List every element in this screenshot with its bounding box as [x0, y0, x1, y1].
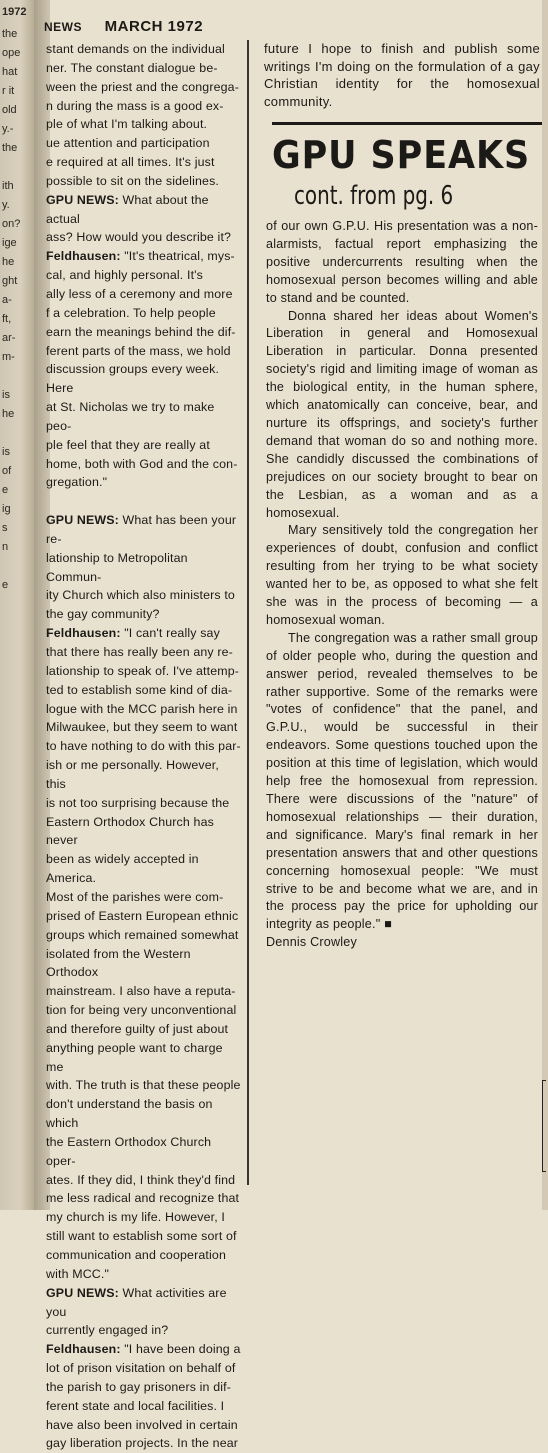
byline: Dennis Crowley [266, 935, 357, 950]
right-edge [542, 0, 548, 1210]
line-text: at St. Nicholas we try to make peo- [46, 400, 215, 433]
line-text: is not too surprising because the [46, 795, 230, 810]
right-intro-block [264, 40, 540, 110]
line-text: Milwaukee, but they seem to want [46, 720, 238, 735]
interview-line [46, 982, 242, 1001]
article-headline-block [272, 122, 544, 211]
line-text: isolated from the Western Orthodox [46, 946, 191, 980]
binding-fragment: e [2, 484, 9, 496]
interview-line [46, 1246, 242, 1265]
interview-line [46, 40, 242, 59]
header-fragment: 1972 [2, 6, 27, 18]
interview-line [46, 643, 242, 662]
line-text: gregation." [46, 475, 108, 490]
line-text: been as widely accepted in America. [46, 852, 199, 886]
line-text: currently engaged in? [46, 1323, 169, 1338]
line-text: mainstream. I also have a reputa- [46, 984, 236, 999]
line-text: ple of what I'm talking about. [46, 117, 208, 132]
binding-fragment: he [2, 408, 15, 420]
interview-line [46, 700, 242, 719]
line-text: Eastern Orthodox Church has never [46, 814, 214, 848]
interview-line [46, 756, 242, 794]
speaker-label: Feldhausen: [46, 1342, 121, 1357]
line-text: ish or me personally. However, this [46, 758, 219, 791]
line-text: n during the mass is a good ex- [46, 98, 224, 113]
interview-line [46, 850, 242, 888]
line-text: lationship to Metropolitan Commun- [46, 550, 188, 584]
line-text: ferent state and local facilities. I [46, 1398, 225, 1413]
line-text: discussion groups every week. Here [46, 362, 220, 396]
intro-paragraph: future I hope to finish and publish some writings I'm doing on the formulation of a gay Christian identity for the homosexual community. [264, 41, 540, 109]
interview-line [46, 926, 242, 945]
interview-line [46, 586, 242, 605]
article-paragraph: Mary sensitively told the congregation her experiences of doubt, confusion and conflict resulting from her trying to be what society wanted her to be, as opposed to what she felt she was in the process of becoming — a homosexual woman. [266, 523, 538, 627]
binding-fragment: a- [2, 294, 12, 306]
interview-line [46, 624, 242, 643]
binding-fragment: hat [2, 66, 18, 78]
line-text: to have nothing to do with this par- [46, 739, 241, 754]
line-text: f a celebration. To help people [46, 305, 216, 320]
interview-line [46, 342, 242, 361]
interview-line [46, 1227, 242, 1246]
article-body [266, 218, 538, 952]
line-text: logue with the MCC parish here in [46, 701, 238, 716]
interview-line [46, 1189, 242, 1208]
line-text: "I can't really say [120, 626, 220, 641]
interview-line [46, 1001, 242, 1020]
interview-line [46, 1378, 242, 1397]
binding-fragment: on? [2, 218, 21, 230]
interview-line [46, 1434, 242, 1453]
interview-line [46, 1020, 242, 1039]
interview-line [46, 605, 242, 624]
headline: GPU SPEAKS [272, 133, 531, 177]
interview-line [46, 907, 242, 926]
interview-line [46, 304, 242, 323]
binding-fragment: s [2, 522, 8, 534]
speaker-label: GPU NEWS: [46, 192, 119, 207]
line-text: me less radical and recognize that [46, 1191, 240, 1206]
binding-fragment: ope [2, 47, 21, 59]
line-text: gay liberation projects. In the near [46, 1436, 239, 1451]
line-text: home, both with God and the con- [46, 456, 238, 471]
line-text: What activities are you [46, 1285, 227, 1319]
article-paragraph: of our own G.P.U. His presentation was a non-alarmists, factual report emphasizing the positive undercurrents resulting when the homosexual person becomes willing and able to stand and be counted. [266, 219, 538, 305]
line-text: earn the meanings behind the dif- [46, 324, 236, 339]
interview-line [46, 813, 242, 851]
interview-line [46, 1208, 242, 1227]
line-text: lot of prison visitation on behalf of [46, 1361, 236, 1376]
line-text: ted to establish some kind of dia- [46, 682, 233, 697]
interview-line [46, 153, 242, 172]
line-text: with MCC." [46, 1266, 110, 1281]
interview-line [46, 1095, 242, 1133]
edge-bracket [542, 1080, 546, 1172]
interview-line [46, 718, 242, 737]
line-text: have also been involved in certain [46, 1417, 238, 1432]
binding-fragment: is [2, 446, 10, 458]
binding-fragment: y.- [2, 123, 14, 135]
interview-line [46, 1133, 242, 1171]
line-text: possible to sit on the sidelines. [46, 173, 220, 188]
line-text: Most of the parishes were com- [46, 889, 224, 904]
interview-line [46, 59, 242, 78]
interview-line [46, 228, 242, 247]
publication-name: NEWS [44, 20, 82, 34]
binding-fragment: m- [2, 351, 15, 363]
line-text: don't understand the basis on which [46, 1097, 213, 1131]
interview-line [46, 1359, 242, 1378]
line-text: the gay community? [46, 607, 160, 622]
binding-fragment: he [2, 256, 15, 268]
line-text: groups which remained somewhat [46, 927, 239, 942]
article-paragraph: The congregation was a rather small group of older people who, during the question and answer period, revealed themselves to be rather supportive. Some of the remarks were "votes of confidence" that the panel, and G.P.U., would be successful in their endeavors. Some questions touched upon the position at this time of legislation, which would help free the homosexual from repression. There were discussions of the "nature" of homosexual relationships — their duration, and significance. Mary's final remark in her presentation answers that and other questions concerning homosexual people: "We must strive to be and become what we are, and in the process pay the price for upholding our integrity as people." ■ [266, 630, 538, 932]
line-text: ass? How would you describe it? [46, 230, 232, 245]
interview-line [46, 115, 242, 134]
line-text: ally less of a ceremony and more [46, 286, 233, 301]
interview-line [46, 78, 242, 97]
line-text: that there has really been any re- [46, 645, 233, 659]
line-text: communication and cooperation [46, 1248, 226, 1262]
interview-line [46, 1265, 242, 1284]
binding-fragment: ft, [2, 313, 12, 325]
line-text: with. The truth is that these people [46, 1078, 241, 1093]
binding-fragment: n [2, 541, 9, 553]
interview-line [46, 945, 242, 983]
interview-line [46, 492, 242, 511]
interview-line [46, 134, 242, 153]
line-text: ity Church which also ministers to [46, 588, 235, 603]
binding-fragment: ght [2, 275, 18, 287]
binding-fragment: r it [2, 85, 15, 97]
line-text: lationship to speak of. I've attemp- [46, 663, 240, 678]
line-text: What about the actual [46, 192, 209, 226]
interview-line [46, 549, 242, 587]
line-text: the Eastern Orthodox Church oper- [46, 1134, 212, 1168]
line-text: What has been your re- [46, 513, 237, 546]
interview-line [46, 455, 242, 474]
line-text: ner. The constant dialogue be- [46, 60, 218, 75]
line-text: ates. If they did, I think they'd find [46, 1172, 236, 1187]
interview-line [46, 436, 242, 455]
column-divider [247, 40, 249, 1185]
interview-column [46, 40, 242, 1453]
speaker-label: GPU NEWS: [46, 1285, 119, 1300]
interview-line [46, 266, 242, 285]
line-text: ween the priest and the congrega- [46, 79, 239, 94]
line-text: "It's theatrical, mys- [120, 249, 235, 264]
interview-line [46, 1076, 242, 1095]
interview-line [46, 888, 242, 907]
line-text: tion for being very unconventional [46, 1003, 237, 1018]
binding-fragment: is [2, 389, 10, 401]
line-text: anything people want to charge me [46, 1040, 223, 1074]
article-paragraph: Donna shared her ideas about Women's Liberation in general and Homosexual Liberation in particular. Donna presented society's rigid and limiting image of woman as the biological entity, in the human sphere, which anatomically can conceive, bear, and nurture its offsprings, and society's further demand that woman do so and nothing more. She candidly discussed the combinations of prejudices on our society brought to bear on the Lesbian, as a woman and as a homosexual. [266, 308, 538, 520]
interview-line [46, 662, 242, 681]
binding-fragment: of [2, 465, 12, 477]
interview-line [46, 191, 242, 229]
interview-line [46, 360, 242, 398]
line-text: still want to establish some sort of [46, 1229, 237, 1244]
line-text: ue attention and participation [46, 136, 210, 151]
line-text: and therefore guilty of just about [46, 1021, 229, 1036]
binding-fragment: y. [2, 199, 10, 211]
line-text: e required at all times. It's just [46, 155, 215, 170]
interview-line [46, 681, 242, 700]
interview-line [46, 1397, 242, 1416]
interview-line [46, 1284, 242, 1322]
line-text: the parish to gay prisoners in dif- [46, 1379, 232, 1394]
binding-fragment: ar- [2, 332, 16, 344]
interview-line [46, 1039, 242, 1077]
binding-fragment: ith [2, 180, 14, 192]
line-text: ple feel that they are really at [46, 437, 210, 452]
interview-line [46, 473, 242, 492]
issue-date: MARCH 1972 [104, 18, 204, 35]
line-text: ferent parts of the mass, we hold [46, 343, 231, 358]
interview-line [46, 794, 242, 813]
line-text: cal, and highly personal. It's [46, 268, 204, 283]
binding-fragment: ige [2, 237, 17, 249]
interview-line [46, 97, 242, 116]
binding-fragment: e [2, 579, 9, 591]
interview-line [46, 172, 242, 191]
binding-fragment: the [2, 28, 18, 40]
interview-line [46, 1416, 242, 1435]
interview-line [46, 247, 242, 266]
interview-line [46, 737, 242, 756]
interview-line [46, 398, 242, 436]
interview-line [46, 1321, 242, 1340]
line-text: my church is my life. However, I [46, 1210, 226, 1225]
binding-strip [0, 0, 34, 1210]
line-text: prised of Eastern European ethnic [46, 908, 239, 923]
interview-line [46, 285, 242, 304]
interview-line [46, 511, 242, 549]
interview-line [46, 323, 242, 342]
binding-fragment: old [2, 104, 17, 116]
line-text: "I have been doing a [120, 1342, 241, 1357]
speaker-label: Feldhausen: [46, 626, 121, 641]
line-text: stant demands on the individual [46, 42, 225, 56]
interview-line [46, 1171, 242, 1190]
subheadline: cont. from pg. 6 [294, 181, 454, 211]
binding-fragment: ig [2, 503, 11, 515]
interview-line [46, 1340, 242, 1359]
speaker-label: GPU NEWS: [46, 513, 119, 528]
binding-fragment: the [2, 142, 18, 154]
speaker-label: Feldhausen: [46, 249, 121, 264]
page-header [44, 18, 203, 35]
